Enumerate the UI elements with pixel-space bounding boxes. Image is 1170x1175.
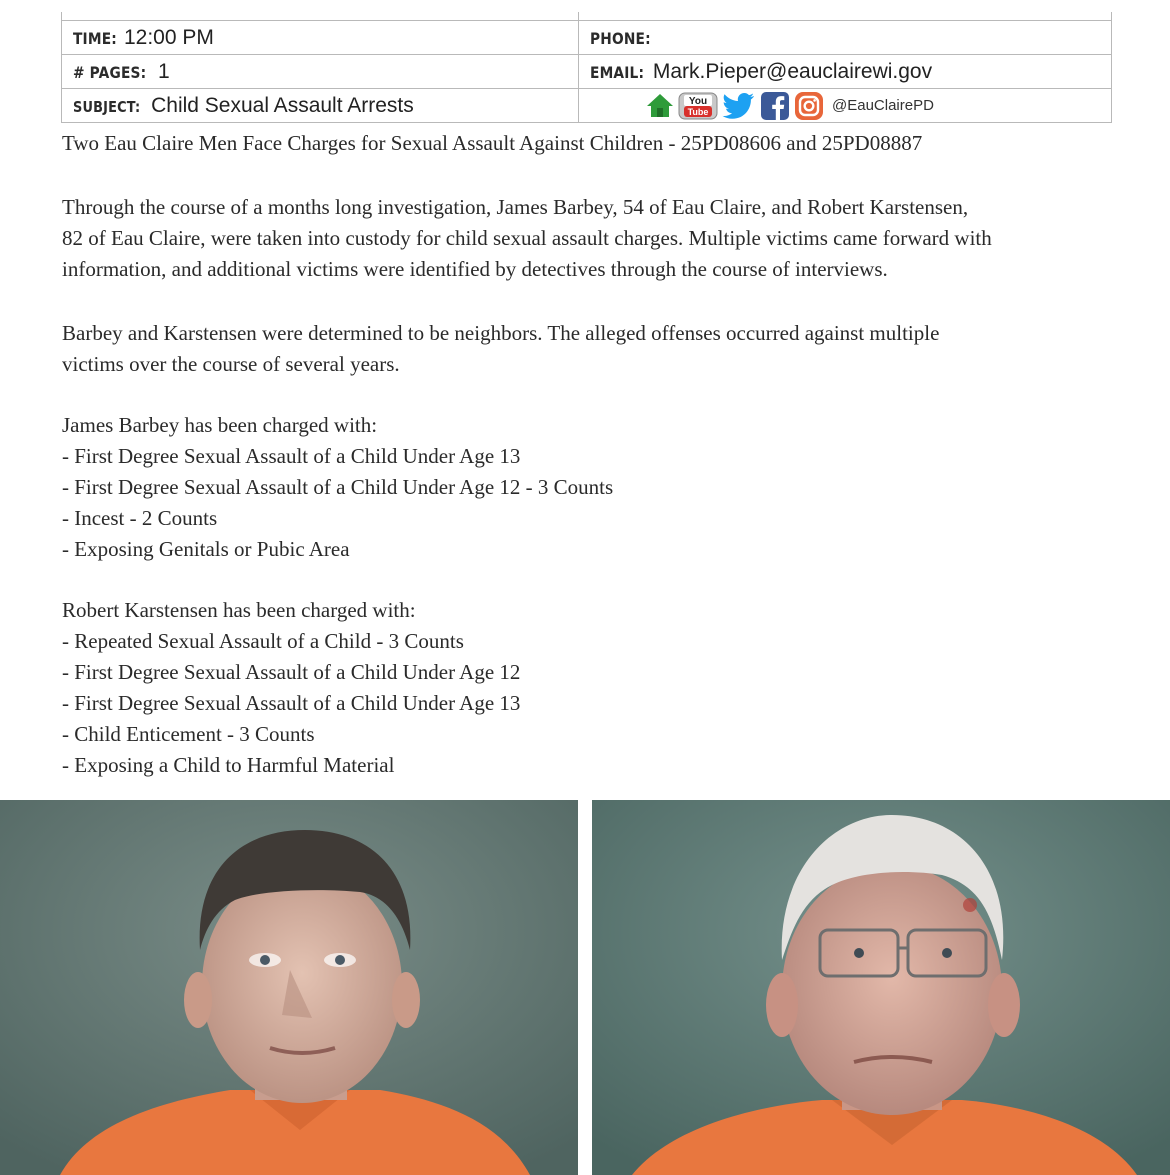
charge-list-item: - Child Enticement - 3 Counts <box>62 722 315 746</box>
social-cell <box>579 89 1112 123</box>
pages-label: # PAGES: <box>73 62 147 82</box>
subject-value: Child Sexual Assault Arrests <box>151 93 414 117</box>
facebook-icon <box>760 91 790 121</box>
para2-line1: Barbey and Karstensen were determined to be neighbors. The alleged offenses occurred against multiple <box>62 321 940 345</box>
charge-list-item: - Repeated Sexual Assault of a Child - 3 Counts <box>62 629 464 653</box>
youtube-text-tube: Tube <box>687 106 709 117</box>
youtube-text-you: You <box>688 95 708 107</box>
booking-photo-karstensen <box>592 800 1170 1175</box>
charge-list-item: - Incest - 2 Counts <box>62 506 218 530</box>
header-row-time <box>62 21 1112 55</box>
instagram-icon <box>794 91 824 121</box>
pages-cell <box>62 55 579 89</box>
phone-label: PHONE: <box>590 28 651 48</box>
header-row-subject <box>62 89 1112 123</box>
para1-line2: 82 of Eau Claire, were taken into custody for child sexual assault charges. Multiple victims came forward with <box>62 226 992 250</box>
social-links <box>590 91 1111 121</box>
email-value: Mark.Pieper@eauclairewi.gov <box>652 59 933 83</box>
charge-list-item: - First Degree Sexual Assault of a Child Under Age 13 <box>62 691 521 715</box>
twitter-icon <box>722 92 756 120</box>
charge-list-item: - First Degree Sexual Assault of a Child Under Age 13 <box>62 444 521 468</box>
cut-off-row <box>62 12 1112 21</box>
charge-list-item: - Exposing Genitals or Pubic Area <box>62 537 350 561</box>
karstensen-charges-heading: Robert Karstensen has been charged with: <box>62 598 416 622</box>
email-label: EMAIL: <box>590 62 645 82</box>
time-value: 12:00 PM <box>123 25 214 49</box>
email-cell <box>579 55 1112 89</box>
para1-line3: information, and additional victims were identified by detectives through the course of interviews. <box>62 257 888 281</box>
booking-photo-barbey <box>0 800 578 1175</box>
charge-list-item: - Exposing a Child to Harmful Material <box>62 753 395 777</box>
youtube-icon <box>678 92 718 120</box>
charge-list-item: - First Degree Sexual Assault of a Child Under Age 12 <box>62 660 521 684</box>
subject-cell <box>62 89 579 123</box>
charge-list-item: - First Degree Sexual Assault of a Child Under Age 12 - 3 Counts <box>62 475 614 499</box>
para2-line2: victims over the course of several years. <box>62 352 400 376</box>
booking-photos <box>0 800 1170 1175</box>
header-row-pages <box>62 55 1112 89</box>
home-icon <box>646 92 674 120</box>
subject-label: SUBJECT: <box>73 97 141 116</box>
social-handle: @EauClairePD <box>832 97 934 114</box>
para1-line1: Through the course of a months long investigation, James Barbey, 54 of Eau Claire, and Robert Karstensen, <box>62 195 969 219</box>
time-cell <box>62 21 579 55</box>
time-label: TIME: <box>73 28 117 48</box>
release-headline: Two Eau Claire Men Face Charges for Sexual Assault Against Children - 25PD08606 and 25PD08887 <box>62 131 923 155</box>
release-header-table <box>61 12 1112 123</box>
barbey-charges-heading: James Barbey has been charged with: <box>62 413 378 437</box>
release-body <box>62 128 1142 781</box>
phone-cell <box>579 21 1112 55</box>
pages-value: 1 <box>158 59 170 83</box>
